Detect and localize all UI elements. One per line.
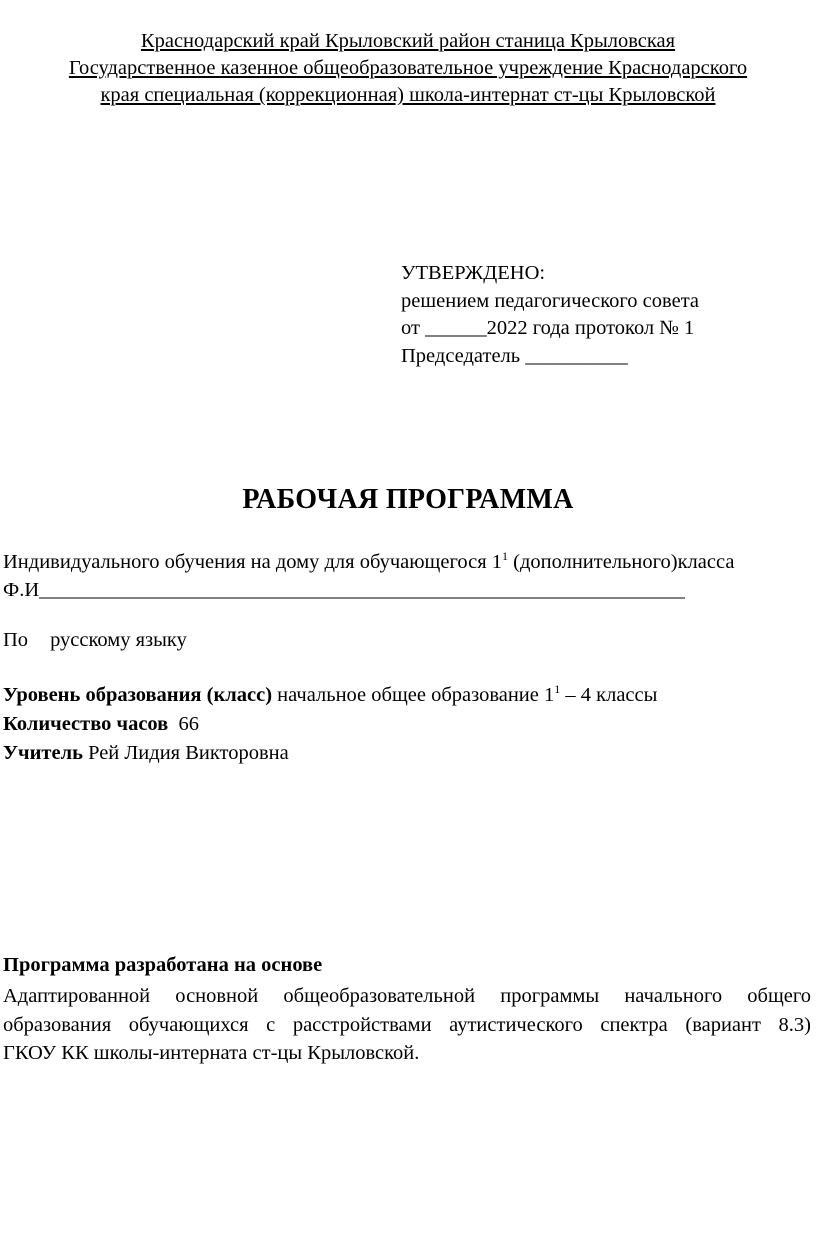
basis-text (3, 982, 811, 1068)
subject-line (3, 626, 187, 654)
subject-value: русскому языку (50, 629, 187, 651)
education-level-superscript: 1 (554, 682, 561, 697)
student-name-field: Ф.И_______________________________________________________________ (3, 579, 685, 601)
approval-protocol: от ______2022 года протокол № 1 (401, 317, 695, 339)
subject-label: По (3, 629, 29, 651)
header-line-region: Краснодарский край Крыловский район станица Крыловская (140, 30, 676, 52)
education-level-label: Уровень образования (класс) (3, 684, 273, 706)
header-line-institution: Государственное казенное общеобразовательное учреждение Краснодарского (68, 57, 748, 79)
basis-title: Программа разработана на основе (3, 954, 323, 976)
intro-line (3, 548, 734, 576)
approval-heading: УТВЕРЖДЕНО: (401, 262, 546, 284)
basis-line-3: ГКОУ КК школы-интерната ст-цы Крыловской. (3, 1042, 420, 1064)
program-info (3, 681, 657, 768)
hours-row (3, 710, 657, 739)
teacher-label: Учитель (3, 742, 83, 764)
teacher-row (3, 739, 657, 768)
basis-line-2: образования обучающихся с расстройствами аутистического спектра (вариант 8.3) (3, 1013, 811, 1036)
education-level-row (3, 681, 657, 710)
hours-value: 66 (178, 713, 199, 735)
hours-label: Количество часов (3, 713, 169, 735)
approval-chairman: Председатель __________ (401, 344, 628, 367)
approval-council: решением педагогического совета (401, 289, 700, 312)
header-line-school: края специальная (коррекционная) школа-интернат ст-цы Крыловской (100, 84, 716, 106)
teacher-value: Рей Лидия Викторовна (88, 742, 289, 764)
institution-header (0, 28, 816, 109)
education-level-value: начальное общее образование 1 (272, 684, 555, 706)
intro-class-text: (дополнительного)класса (508, 551, 735, 573)
basis-line-1: Адаптированной основной общеобразовательной программы начального общего (3, 985, 811, 1007)
document-title: РАБОЧАЯ ПРОГРАММА (242, 484, 574, 515)
intro-text: Индивидуального обучения на дому для обучающегося 1 (3, 551, 503, 573)
approval-block (401, 260, 699, 370)
intro-superscript: 1 (502, 549, 509, 564)
education-level-range: – 4 классы (560, 684, 658, 706)
